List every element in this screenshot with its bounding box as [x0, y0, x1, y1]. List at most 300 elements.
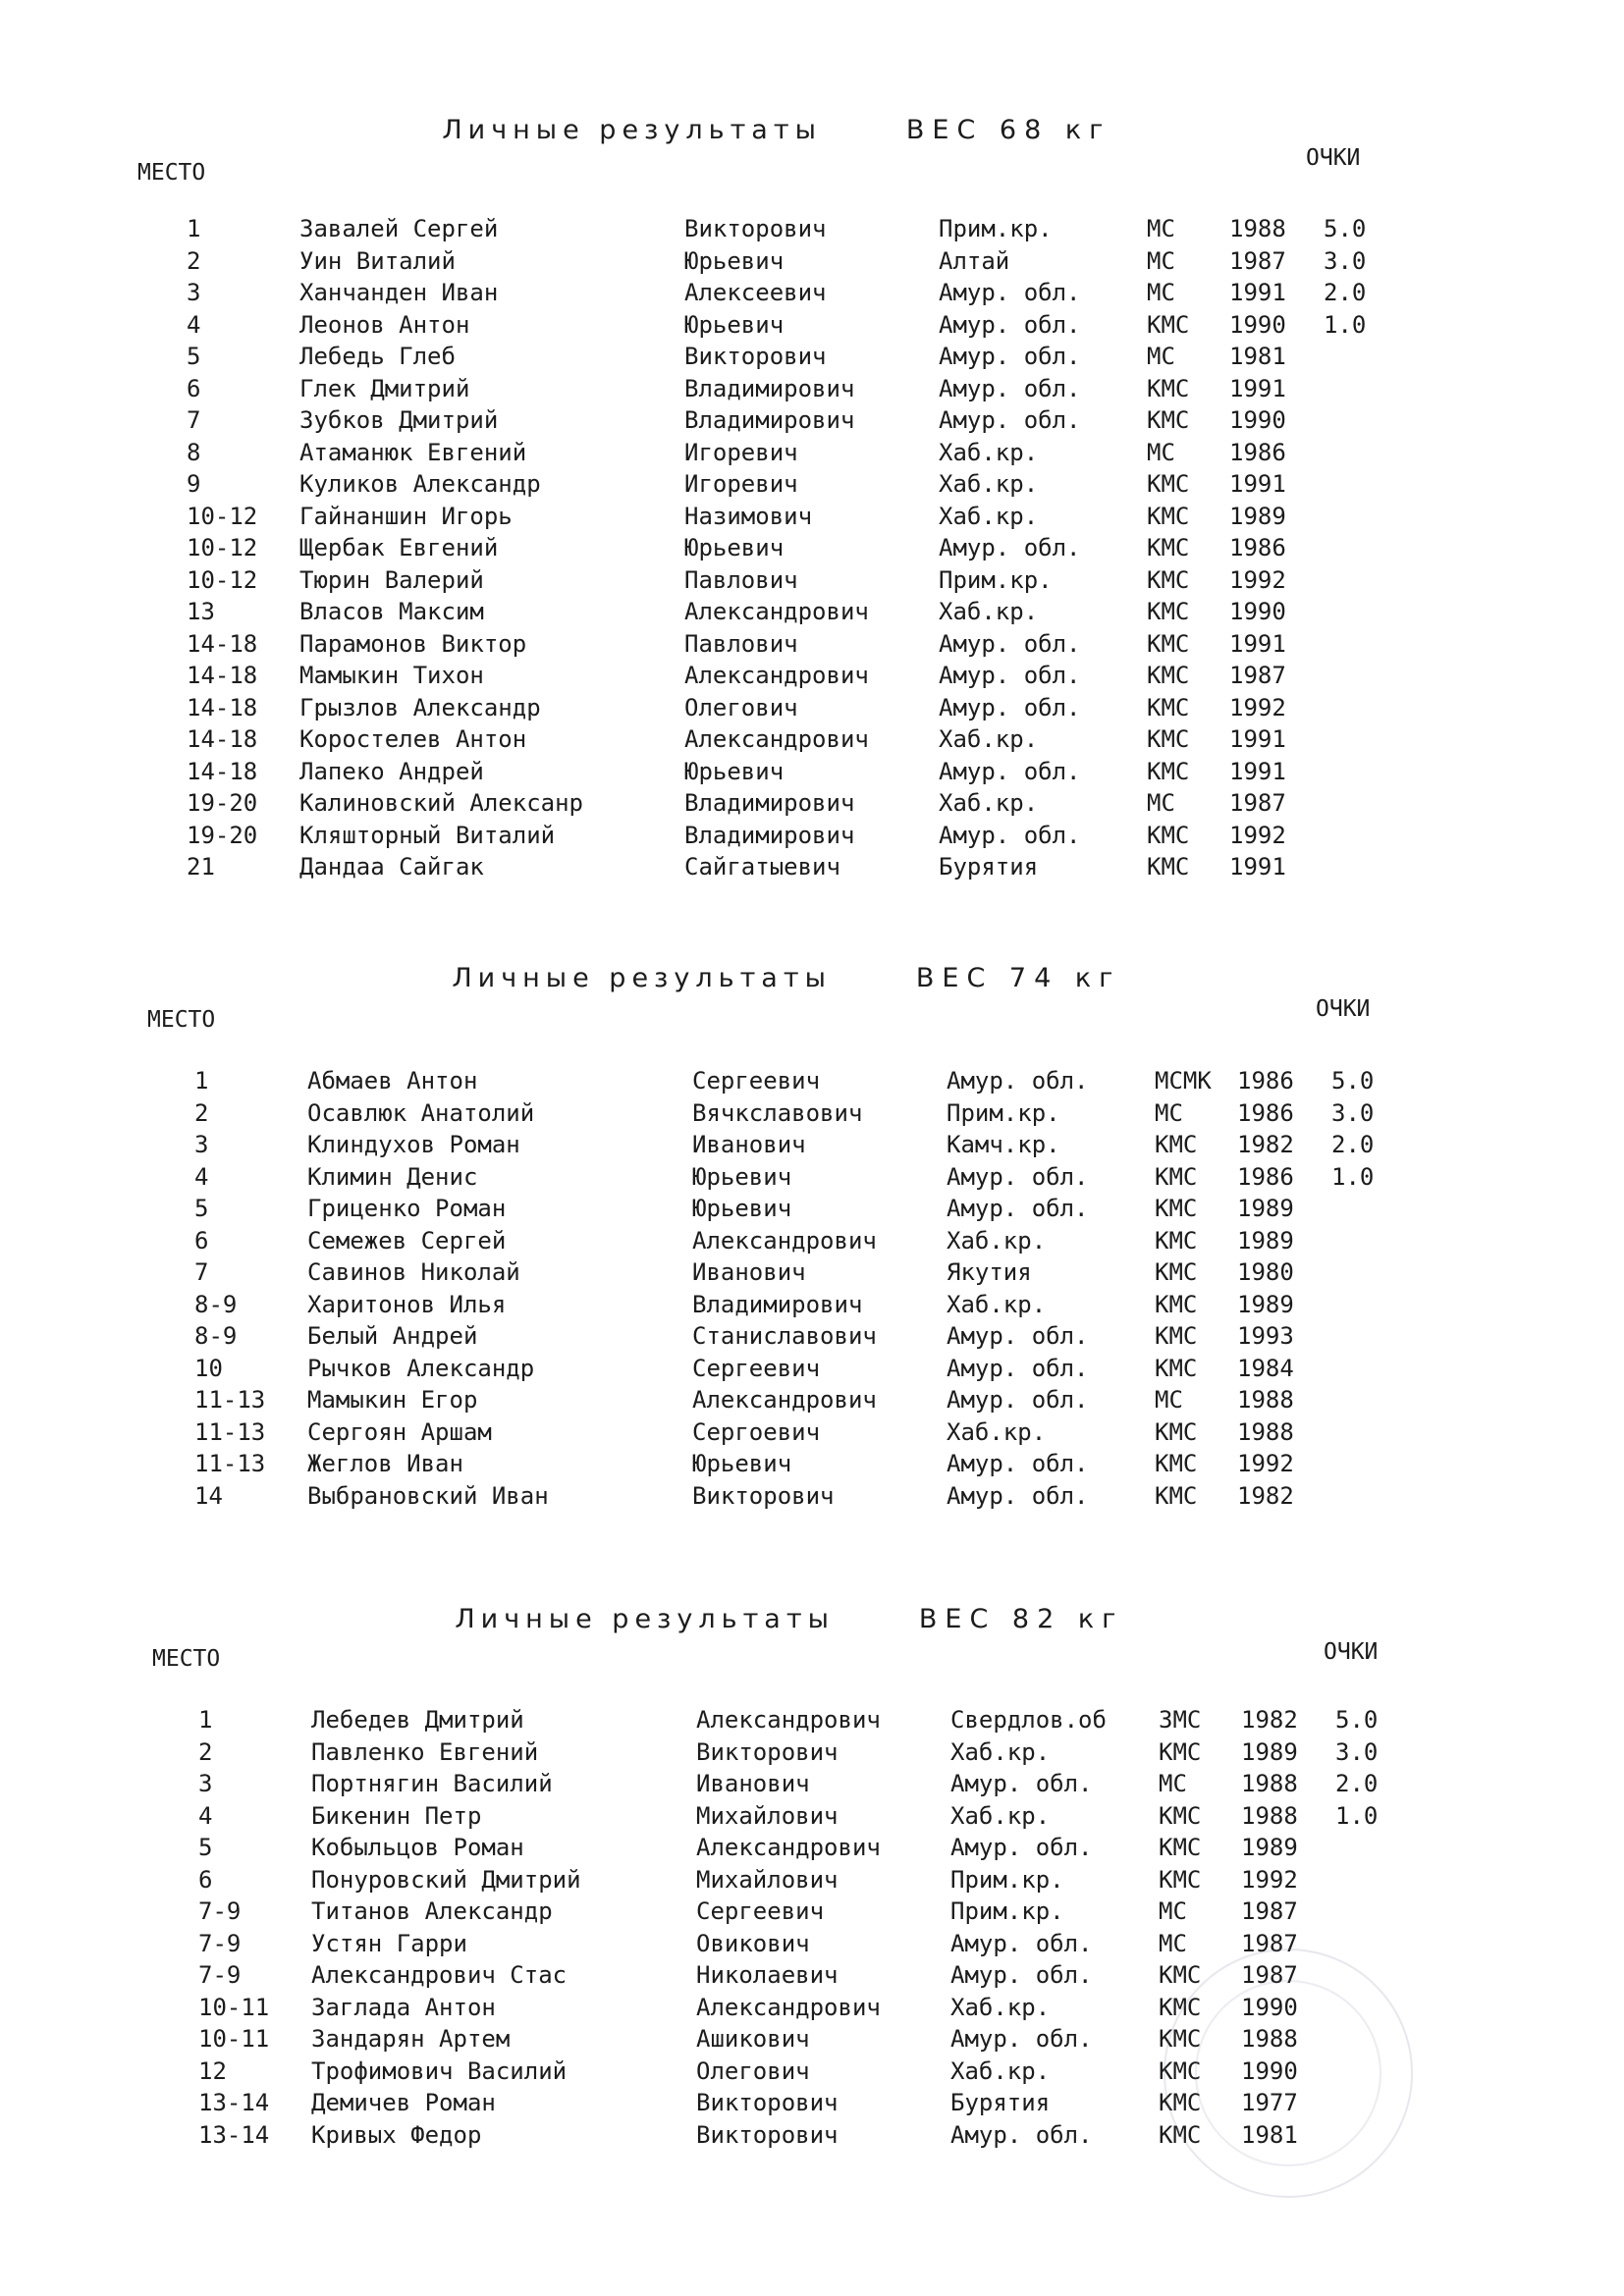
- points-cell: 1.0: [1324, 310, 1367, 339]
- name-cell: Коростелев Антон: [299, 725, 527, 753]
- name-cell: Семежев Сергей: [307, 1226, 507, 1255]
- place-cell: 9: [187, 470, 201, 498]
- region-cell: Прим.кр.: [950, 1865, 1064, 1894]
- place-cell: 7-9: [198, 1897, 242, 1925]
- year-cell: 1987: [1229, 789, 1286, 817]
- rank-cell: МС: [1147, 215, 1175, 242]
- place-cell: 10-11: [198, 2025, 270, 2053]
- year-cell: 1987: [1241, 1929, 1298, 1957]
- place-cell: 5: [187, 343, 201, 370]
- name-cell: Ханчанден Иван: [299, 279, 499, 306]
- title-label: Личные результаты: [452, 963, 832, 993]
- place-cell: 11-13: [194, 1417, 266, 1446]
- points-cell: 2.0: [1331, 1131, 1375, 1158]
- region-cell: Амур. обл.: [939, 693, 1081, 721]
- patronymic-cell: Владимирович: [684, 821, 855, 849]
- place-cell: 7-9: [198, 1961, 242, 1989]
- place-header: МЕСТО: [152, 1646, 221, 1672]
- region-cell: Хаб.кр.: [950, 2056, 1051, 2085]
- region-cell: Хаб.кр.: [950, 1801, 1051, 1830]
- section-title: [406, 1574, 1123, 1665]
- rank-cell: МС: [1159, 1929, 1187, 1957]
- name-cell: Трофимович Василий: [311, 2056, 568, 2085]
- year-cell: 1990: [1229, 406, 1286, 434]
- region-cell: Свердлов.об: [950, 1706, 1107, 1734]
- region-cell: Хаб.кр.: [939, 470, 1039, 498]
- rank-cell: КМС: [1147, 470, 1190, 498]
- rank-cell: КМС: [1155, 1322, 1198, 1350]
- year-cell: 1986: [1237, 1162, 1294, 1191]
- rank-cell: КМС: [1147, 662, 1190, 689]
- points-cell: 2.0: [1335, 1770, 1379, 1797]
- year-cell: 1991: [1229, 853, 1286, 881]
- region-cell: Амур. обл.: [939, 821, 1081, 849]
- region-cell: Прим.кр.: [950, 1897, 1064, 1925]
- name-cell: Харитонов Илья: [307, 1290, 507, 1318]
- rank-cell: КМС: [1147, 534, 1190, 561]
- patronymic-cell: Владимирович: [684, 374, 855, 402]
- patronymic-cell: Юрьевич: [684, 534, 785, 561]
- patronymic-cell: Игоревич: [684, 470, 798, 498]
- year-cell: 1989: [1229, 502, 1286, 530]
- name-cell: Понуровский Дмитрий: [311, 1865, 581, 1894]
- rank-cell: КМС: [1147, 757, 1190, 785]
- place-cell: 10-12: [187, 565, 258, 594]
- patronymic-cell: Александрович: [692, 1226, 877, 1255]
- rank-cell: МС: [1159, 1770, 1187, 1797]
- rank-cell: МС: [1147, 789, 1175, 817]
- patronymic-cell: Александрович: [696, 1706, 881, 1734]
- patronymic-cell: Юрьевич: [684, 246, 785, 275]
- rank-cell: КМС: [1159, 1801, 1202, 1830]
- stamp-seal: [1164, 1949, 1413, 2198]
- region-cell: Камч.кр.: [947, 1131, 1060, 1158]
- place-cell: 14-18: [187, 693, 258, 721]
- year-cell: 1982: [1237, 1131, 1294, 1158]
- rank-cell: КМС: [1155, 1195, 1198, 1222]
- patronymic-cell: Сергоевич: [692, 1417, 821, 1446]
- patronymic-cell: Юрьевич: [684, 757, 785, 785]
- place-cell: 4: [198, 1801, 213, 1830]
- name-cell: Куликов Александр: [299, 470, 541, 498]
- year-cell: 1990: [1229, 310, 1286, 339]
- place-cell: 2: [187, 246, 201, 275]
- region-cell: Амур. обл.: [939, 343, 1081, 370]
- rank-cell: КМС: [1147, 629, 1190, 658]
- place-cell: 5: [194, 1195, 209, 1222]
- year-cell: 1984: [1237, 1354, 1294, 1382]
- name-cell: Калиновский Алексанр: [299, 789, 583, 817]
- region-cell: Хаб.кр.: [950, 1993, 1051, 2021]
- year-cell: 1986: [1229, 438, 1286, 466]
- region-cell: Амур. обл.: [950, 2120, 1093, 2149]
- year-cell: 1992: [1237, 1450, 1294, 1477]
- title-label: Личные результаты: [455, 1604, 835, 1634]
- rank-cell: КМС: [1155, 1354, 1198, 1382]
- patronymic-cell: Станиславович: [692, 1322, 877, 1350]
- patronymic-cell: Игоревич: [684, 438, 798, 466]
- rank-cell: КМС: [1147, 693, 1190, 721]
- patronymic-cell: Александрович: [684, 598, 869, 625]
- patronymic-cell: Викторович: [684, 215, 827, 242]
- region-cell: Хаб.кр.: [950, 1737, 1051, 1766]
- rank-cell: МС: [1147, 279, 1175, 306]
- rank-cell: КМС: [1159, 2025, 1202, 2053]
- place-cell: 1: [198, 1706, 213, 1734]
- year-cell: 1987: [1241, 1961, 1298, 1989]
- year-cell: 1991: [1229, 629, 1286, 658]
- rank-cell: КМС: [1155, 1162, 1198, 1191]
- rank-cell: КМС: [1159, 1993, 1202, 2021]
- name-cell: Зандарян Артем: [311, 2025, 511, 2053]
- place-cell: 1: [187, 215, 201, 242]
- region-cell: Бурятия: [950, 2089, 1051, 2116]
- region-cell: Амур. обл.: [947, 1481, 1089, 1510]
- points-header: ОЧКИ: [1306, 145, 1361, 171]
- year-cell: 1989: [1237, 1290, 1294, 1318]
- year-cell: 1981: [1229, 343, 1286, 370]
- region-cell: Алтай: [939, 246, 1010, 275]
- year-cell: 1989: [1237, 1226, 1294, 1255]
- rank-cell: КМС: [1159, 2120, 1202, 2149]
- region-cell: Амур. обл.: [947, 1162, 1089, 1191]
- year-cell: 1986: [1229, 534, 1286, 561]
- region-cell: Амур. обл.: [939, 757, 1081, 785]
- region-cell: Амур. обл.: [947, 1450, 1089, 1477]
- patronymic-cell: Викторович: [692, 1481, 835, 1510]
- place-cell: 10-12: [187, 502, 258, 530]
- rank-cell: КМС: [1155, 1258, 1198, 1286]
- place-cell: 3: [198, 1770, 213, 1797]
- rank-cell: МС: [1147, 343, 1175, 370]
- patronymic-cell: Юрьевич: [692, 1450, 792, 1477]
- title-label: Личные результаты: [442, 115, 822, 145]
- rank-cell: КМС: [1147, 374, 1190, 402]
- place-cell: 14-18: [187, 662, 258, 689]
- place-cell: 1: [194, 1067, 209, 1095]
- rank-cell: КМС: [1147, 565, 1190, 594]
- name-cell: Сергоян Аршам: [307, 1417, 492, 1446]
- region-cell: Амур. обл.: [947, 1386, 1089, 1414]
- region-cell: Хаб.кр.: [939, 502, 1039, 530]
- rank-cell: МСМК: [1155, 1067, 1212, 1095]
- points-cell: 3.0: [1324, 246, 1367, 275]
- points-cell: 5.0: [1335, 1706, 1379, 1734]
- title-weight: ВЕС 74 кг: [915, 963, 1121, 993]
- place-header: МЕСТО: [137, 160, 206, 186]
- year-cell: 1991: [1229, 725, 1286, 753]
- region-cell: Бурятия: [939, 853, 1039, 881]
- region-cell: Амур. обл.: [939, 629, 1081, 658]
- name-cell: Кляшторный Виталий: [299, 821, 556, 849]
- patronymic-cell: Викторович: [696, 2120, 839, 2149]
- name-cell: Рычков Александр: [307, 1354, 535, 1382]
- patronymic-cell: Олегович: [684, 693, 798, 721]
- year-cell: 1992: [1241, 1865, 1298, 1894]
- place-header: МЕСТО: [147, 1007, 216, 1033]
- region-cell: Амур. обл.: [950, 2025, 1093, 2053]
- place-cell: 10-12: [187, 534, 258, 561]
- rank-cell: МС: [1155, 1386, 1183, 1414]
- points-header: ОЧКИ: [1324, 1639, 1379, 1665]
- patronymic-cell: Михайлович: [696, 1801, 839, 1830]
- year-cell: 1993: [1237, 1322, 1294, 1350]
- patronymic-cell: Иванович: [692, 1258, 806, 1286]
- rank-cell: КМС: [1155, 1290, 1198, 1318]
- patronymic-cell: Вячкславович: [692, 1098, 863, 1127]
- name-cell: Кобыльцов Роман: [311, 1834, 524, 1861]
- patronymic-cell: Михайлович: [696, 1865, 839, 1894]
- place-cell: 4: [187, 310, 201, 339]
- place-cell: 14-18: [187, 725, 258, 753]
- region-cell: Амур. обл.: [950, 1961, 1093, 1989]
- year-cell: 1986: [1237, 1067, 1294, 1095]
- place-cell: 11-13: [194, 1386, 266, 1414]
- place-cell: 11-13: [194, 1450, 266, 1477]
- patronymic-cell: Владимирович: [692, 1290, 863, 1318]
- year-cell: 1990: [1241, 2056, 1298, 2085]
- name-cell: Выбрановский Иван: [307, 1481, 549, 1510]
- region-cell: Амур. обл.: [950, 1770, 1093, 1797]
- place-cell: 13-14: [198, 2120, 270, 2149]
- place-cell: 13: [187, 598, 215, 625]
- patronymic-cell: Викторович: [696, 1737, 839, 1766]
- place-cell: 4: [194, 1162, 209, 1191]
- rank-cell: КМС: [1147, 725, 1190, 753]
- year-cell: 1981: [1241, 2120, 1298, 2149]
- year-cell: 1990: [1241, 1993, 1298, 2021]
- name-cell: Глек Дмитрий: [299, 374, 470, 402]
- year-cell: 1991: [1229, 279, 1286, 306]
- region-cell: Амур. обл.: [939, 534, 1081, 561]
- name-cell: Парамонов Виктор: [299, 629, 527, 658]
- place-cell: 2: [194, 1098, 209, 1127]
- year-cell: 1980: [1237, 1258, 1294, 1286]
- region-cell: Хаб.кр.: [939, 789, 1039, 817]
- region-cell: Хаб.кр.: [947, 1290, 1047, 1318]
- section-title: [403, 933, 1120, 1024]
- name-cell: Мамыкин Тихон: [299, 662, 484, 689]
- name-cell: Грызлов Александр: [299, 693, 541, 721]
- place-cell: 6: [187, 374, 201, 402]
- patronymic-cell: Юрьевич: [692, 1162, 792, 1191]
- rank-cell: КМС: [1155, 1226, 1198, 1255]
- year-cell: 1990: [1229, 598, 1286, 625]
- name-cell: Лапеко Андрей: [299, 757, 484, 785]
- year-cell: 1989: [1241, 1834, 1298, 1861]
- patronymic-cell: Александрович: [684, 662, 869, 689]
- name-cell: Савинов Николай: [307, 1258, 520, 1286]
- name-cell: Титанов Александр: [311, 1897, 553, 1925]
- patronymic-cell: Овикович: [696, 1929, 810, 1957]
- points-cell: 3.0: [1335, 1737, 1379, 1766]
- year-cell: 1988: [1241, 2025, 1298, 2053]
- place-cell: 3: [187, 279, 201, 306]
- place-cell: 21: [187, 853, 215, 881]
- title-weight: ВЕС 82 кг: [918, 1604, 1124, 1634]
- region-cell: Амур. обл.: [939, 310, 1081, 339]
- place-cell: 12: [198, 2056, 227, 2085]
- patronymic-cell: Александрович: [692, 1386, 877, 1414]
- patronymic-cell: Назимович: [684, 502, 813, 530]
- place-cell: 19-20: [187, 789, 258, 817]
- name-cell: Климин Денис: [307, 1162, 478, 1191]
- title-weight: ВЕС 68 кг: [905, 115, 1111, 145]
- region-cell: Хаб.кр.: [939, 598, 1039, 625]
- patronymic-cell: Сергеевич: [692, 1067, 821, 1095]
- name-cell: Лебедев Дмитрий: [311, 1706, 524, 1734]
- region-cell: Прим.кр.: [947, 1098, 1060, 1127]
- points-header: ОЧКИ: [1316, 996, 1371, 1022]
- rank-cell: КМС: [1147, 502, 1190, 530]
- patronymic-cell: Александрович: [696, 1834, 881, 1861]
- year-cell: 1991: [1229, 470, 1286, 498]
- name-cell: Павленко Евгений: [311, 1737, 539, 1766]
- name-cell: Клиндухов Роман: [307, 1131, 520, 1158]
- place-cell: 7: [187, 406, 201, 434]
- region-cell: Амур. обл.: [950, 1929, 1093, 1957]
- rank-cell: КМС: [1159, 1834, 1202, 1861]
- name-cell: Уин Виталий: [299, 246, 456, 275]
- patronymic-cell: Юрьевич: [692, 1195, 792, 1222]
- year-cell: 1989: [1237, 1195, 1294, 1222]
- place-cell: 10: [194, 1354, 223, 1382]
- patronymic-cell: Викторович: [684, 343, 827, 370]
- region-cell: Амур. обл.: [947, 1354, 1089, 1382]
- name-cell: Гайнаншин Игорь: [299, 502, 513, 530]
- patronymic-cell: Павлович: [684, 565, 798, 594]
- year-cell: 1991: [1229, 757, 1286, 785]
- patronymic-cell: Юрьевич: [684, 310, 785, 339]
- rank-cell: ЗМС: [1159, 1706, 1202, 1734]
- patronymic-cell: Сергеевич: [692, 1354, 821, 1382]
- place-cell: 7: [194, 1258, 209, 1286]
- region-cell: Амур. обл.: [947, 1322, 1089, 1350]
- region-cell: Амур. обл.: [947, 1067, 1089, 1095]
- place-cell: 6: [198, 1865, 213, 1894]
- points-cell: 5.0: [1324, 215, 1367, 242]
- region-cell: Хаб.кр.: [939, 438, 1039, 466]
- place-cell: 8-9: [194, 1322, 238, 1350]
- name-cell: Лебедь Глеб: [299, 343, 456, 370]
- place-cell: 7-9: [198, 1929, 242, 1957]
- year-cell: 1987: [1241, 1897, 1298, 1925]
- rank-cell: КМС: [1147, 821, 1190, 849]
- place-cell: 19-20: [187, 821, 258, 849]
- place-cell: 8-9: [194, 1290, 238, 1318]
- rank-cell: МС: [1147, 246, 1175, 275]
- patronymic-cell: Викторович: [696, 2089, 839, 2116]
- place-cell: 2: [198, 1737, 213, 1766]
- place-cell: 10-11: [198, 1993, 270, 2021]
- name-cell: Дандаа Сайгак: [299, 853, 484, 881]
- patronymic-cell: Ашикович: [696, 2025, 810, 2053]
- name-cell: Демичев Роман: [311, 2089, 496, 2116]
- year-cell: 1988: [1241, 1801, 1298, 1830]
- name-cell: Белый Андрей: [307, 1322, 478, 1350]
- points-cell: 1.0: [1335, 1801, 1379, 1830]
- rank-cell: КМС: [1155, 1481, 1198, 1510]
- points-cell: 5.0: [1331, 1067, 1375, 1095]
- name-cell: Атаманюк Евгений: [299, 438, 527, 466]
- region-cell: Амур. обл.: [939, 662, 1081, 689]
- rank-cell: КМС: [1159, 2089, 1202, 2116]
- rank-cell: МС: [1147, 438, 1175, 466]
- rank-cell: КМС: [1155, 1131, 1198, 1158]
- year-cell: 1986: [1237, 1098, 1294, 1127]
- year-cell: 1987: [1229, 662, 1286, 689]
- rank-cell: КМС: [1159, 2056, 1202, 2085]
- year-cell: 1982: [1241, 1706, 1298, 1734]
- name-cell: Бикенин Петр: [311, 1801, 482, 1830]
- rank-cell: КМС: [1147, 406, 1190, 434]
- points-cell: 3.0: [1331, 1098, 1375, 1127]
- points-cell: 2.0: [1324, 279, 1367, 306]
- rank-cell: КМС: [1147, 310, 1190, 339]
- year-cell: 1991: [1229, 374, 1286, 402]
- name-cell: Александрович Стас: [311, 1961, 568, 1989]
- rank-cell: КМС: [1159, 1865, 1202, 1894]
- year-cell: 1992: [1229, 693, 1286, 721]
- rank-cell: КМС: [1159, 1737, 1202, 1766]
- region-cell: Амур. обл.: [939, 279, 1081, 306]
- rank-cell: МС: [1155, 1098, 1183, 1127]
- rank-cell: КМС: [1147, 598, 1190, 625]
- name-cell: Портнягин Василий: [311, 1770, 553, 1797]
- patronymic-cell: Иванович: [692, 1131, 806, 1158]
- section-title: [393, 84, 1110, 176]
- region-cell: Хаб.кр.: [947, 1226, 1047, 1255]
- place-cell: 14: [194, 1481, 223, 1510]
- rank-cell: КМС: [1159, 1961, 1202, 1989]
- region-cell: Якутия: [947, 1258, 1032, 1286]
- place-cell: 14-18: [187, 757, 258, 785]
- region-cell: Амур. обл.: [939, 406, 1081, 434]
- year-cell: 1989: [1241, 1737, 1298, 1766]
- place-cell: 3: [194, 1131, 209, 1158]
- rank-cell: КМС: [1147, 853, 1190, 881]
- patronymic-cell: Иванович: [696, 1770, 810, 1797]
- patronymic-cell: Владимирович: [684, 406, 855, 434]
- name-cell: Заглада Антон: [311, 1993, 496, 2021]
- patronymic-cell: Павлович: [684, 629, 798, 658]
- patronymic-cell: Алексеевич: [684, 279, 827, 306]
- place-cell: 8: [187, 438, 201, 466]
- region-cell: Прим.кр.: [939, 215, 1053, 242]
- region-cell: Прим.кр.: [939, 565, 1053, 594]
- name-cell: Завалей Сергей: [299, 215, 499, 242]
- name-cell: Кривых Федор: [311, 2120, 482, 2149]
- rank-cell: КМС: [1155, 1417, 1198, 1446]
- year-cell: 1988: [1229, 215, 1286, 242]
- year-cell: 1988: [1237, 1417, 1294, 1446]
- patronymic-cell: Александрович: [696, 1993, 881, 2021]
- region-cell: Хаб.кр.: [939, 725, 1039, 753]
- region-cell: Хаб.кр.: [947, 1417, 1047, 1446]
- region-cell: Амур. обл.: [947, 1195, 1089, 1222]
- year-cell: 1992: [1229, 565, 1286, 594]
- name-cell: Мамыкин Егор: [307, 1386, 478, 1414]
- year-cell: 1977: [1241, 2089, 1298, 2116]
- place-cell: 6: [194, 1226, 209, 1255]
- points-cell: 1.0: [1331, 1162, 1375, 1191]
- region-cell: Амур. обл.: [939, 374, 1081, 402]
- year-cell: 1992: [1229, 821, 1286, 849]
- region-cell: Амур. обл.: [950, 1834, 1093, 1861]
- rank-cell: МС: [1159, 1897, 1187, 1925]
- name-cell: Зубков Дмитрий: [299, 406, 499, 434]
- name-cell: Абмаев Антон: [307, 1067, 478, 1095]
